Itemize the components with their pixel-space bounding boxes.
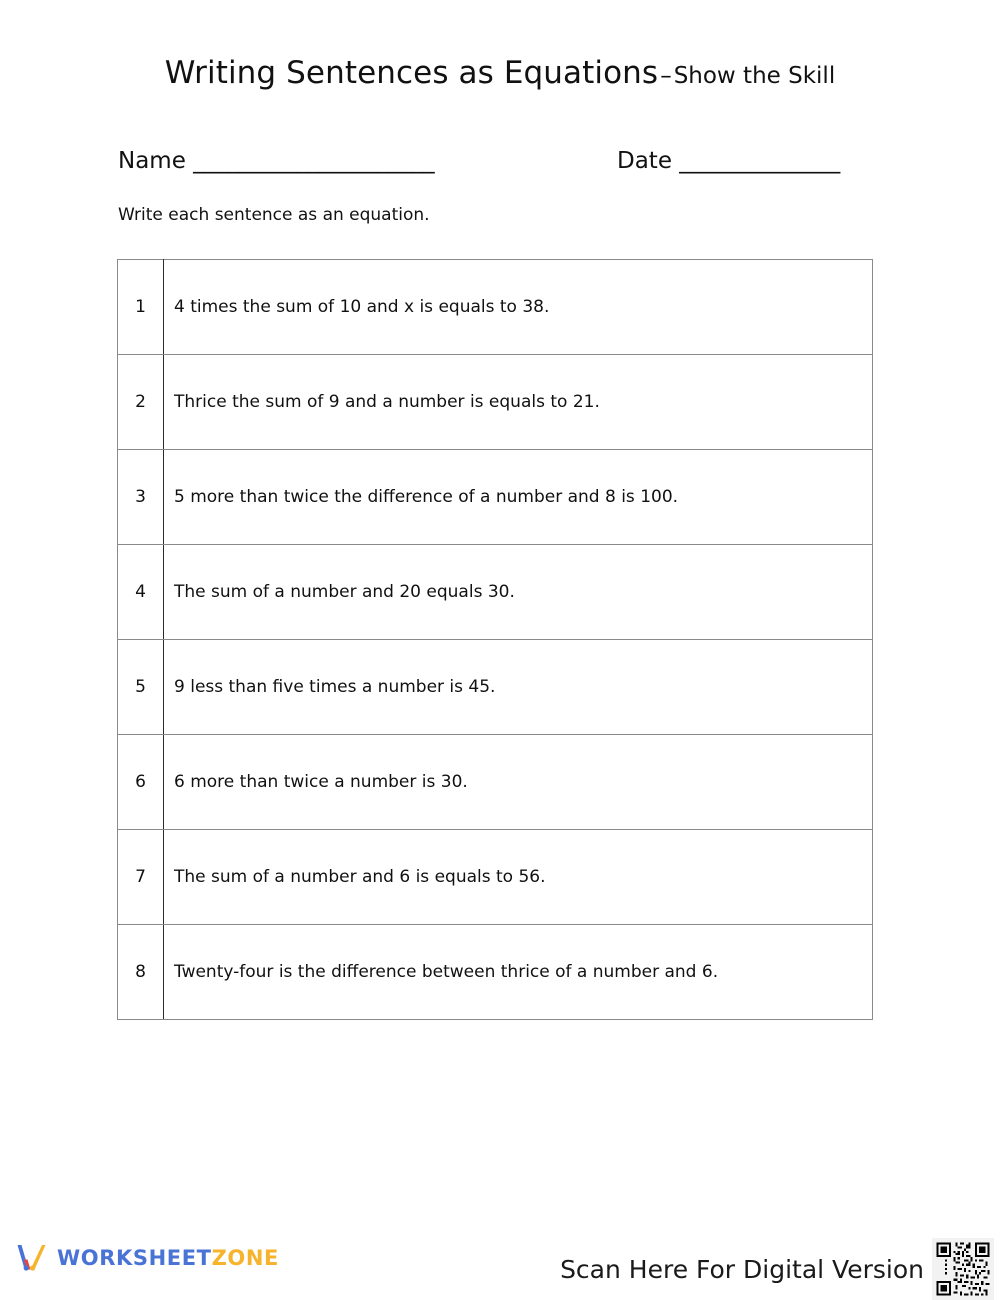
row-problem-text[interactable]: 6 more than twice a number is 30. (164, 735, 873, 830)
row-problem-text[interactable]: Twenty-four is the difference between thrice of a number and 6. (164, 925, 873, 1020)
date-label: Date (617, 148, 672, 174)
row-number: 2 (118, 355, 164, 450)
name-label: Name (118, 148, 186, 174)
table-row (118, 545, 873, 640)
worksheetzone-wordmark (57, 1246, 279, 1270)
title-separator: – (660, 63, 672, 89)
row-problem-text[interactable]: The sum of a number and 6 is equals to 56. (164, 830, 873, 925)
table-row (118, 355, 873, 450)
row-number: 5 (118, 640, 164, 735)
name-field[interactable] (118, 148, 435, 174)
date-field[interactable] (617, 148, 840, 174)
scan-digital-version[interactable] (560, 1238, 994, 1300)
name-date-row (118, 148, 884, 182)
row-problem-text[interactable]: Thrice the sum of 9 and a number is equals to 21. (164, 355, 873, 450)
row-number: 1 (118, 260, 164, 355)
date-input-rule[interactable]: ______________ (679, 148, 841, 174)
instruction-text: Write each sentence as an equation. (118, 205, 430, 225)
worksheetzone-w-icon (14, 1242, 48, 1274)
table-row (118, 925, 873, 1020)
row-number: 7 (118, 830, 164, 925)
row-problem-text[interactable]: 5 more than twice the difference of a number and 8 is 100. (164, 450, 873, 545)
scan-label: Scan Here For Digital Version (560, 1254, 924, 1284)
row-problem-text[interactable]: 4 times the sum of 10 and x is equals to 38. (164, 260, 873, 355)
page-title (0, 55, 1000, 91)
name-input-rule[interactable]: _____________________ (193, 148, 435, 174)
brand-primary-text: WORKSHEET (57, 1246, 212, 1270)
row-number: 3 (118, 450, 164, 545)
row-number: 4 (118, 545, 164, 640)
row-number: 8 (118, 925, 164, 1020)
brand-secondary-text: ZONE (211, 1246, 279, 1270)
row-number: 6 (118, 735, 164, 830)
table-row (118, 640, 873, 735)
qr-code-icon[interactable] (932, 1238, 994, 1300)
table-row (118, 260, 873, 355)
problem-table-body (118, 260, 873, 1020)
problem-table (117, 259, 873, 1020)
row-problem-text[interactable]: 9 less than five times a number is 45. (164, 640, 873, 735)
worksheetzone-logo[interactable] (14, 1242, 279, 1274)
table-row (118, 450, 873, 545)
page-title-main: Writing Sentences as Equations (164, 55, 659, 91)
row-problem-text[interactable]: The sum of a number and 20 equals 30. (164, 545, 873, 640)
table-row (118, 830, 873, 925)
table-row (118, 735, 873, 830)
page-footer (0, 1224, 1000, 1294)
page-title-subtitle: Show the Skill (673, 63, 836, 89)
